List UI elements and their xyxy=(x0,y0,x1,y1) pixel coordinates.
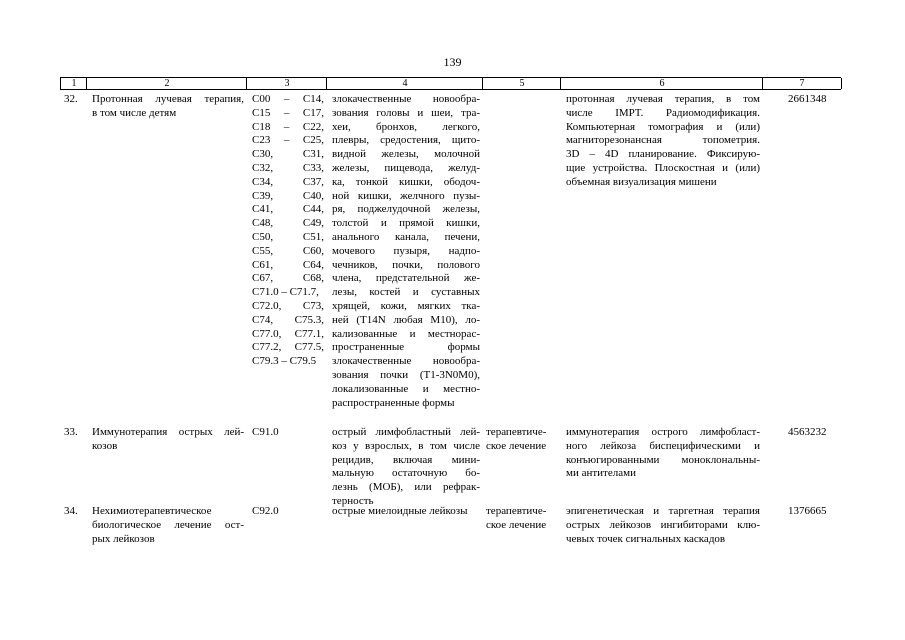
icd-code-part: C37, xyxy=(302,175,324,188)
treatment-method xyxy=(566,505,760,546)
financial-norm: 4563232 xyxy=(788,426,827,438)
financial-norm: 2661348 xyxy=(788,93,827,105)
icd-code-part: C77.0, xyxy=(252,327,282,340)
row-number: 34. xyxy=(64,505,78,517)
icd-code-line xyxy=(252,300,324,314)
cell-line: терапевтиче- xyxy=(486,426,547,438)
icd-code-part: C30, xyxy=(252,148,274,161)
icd-codes xyxy=(252,505,324,519)
cell-line: распространенные формы xyxy=(332,396,455,409)
cell-line: магниторезонансная топометрия. xyxy=(566,134,760,147)
icd-code-part: – xyxy=(283,120,290,133)
treatment-method xyxy=(566,93,760,190)
icd-code-part: C64, xyxy=(302,258,324,271)
cell-line: кализованные и местнорас- xyxy=(332,327,480,340)
care-type-name xyxy=(92,505,244,546)
cell-line: острых лейкозов ингибиторами клю- xyxy=(566,518,760,531)
cell-line: лезы, костей и суставных xyxy=(332,286,480,299)
cell-line: лезнь (МОБ), или рефрак- xyxy=(332,481,480,494)
cell-line: мальную остаточную бо- xyxy=(332,467,480,480)
cell-line: рецидив, включая мини- xyxy=(332,453,480,466)
cell-line: щие устройства. Плоскостная и (или) xyxy=(566,161,760,174)
icd-code-part: C51, xyxy=(302,230,324,243)
cell-line: члена, предстательной же- xyxy=(332,272,480,285)
cell-line: иммунотерапия острого лимфобласт- xyxy=(566,426,760,438)
icd-code-line xyxy=(252,286,324,300)
cell-line: анального канала, печени, xyxy=(332,230,480,243)
cell-line: ка, тонкой кишки, ободоч- xyxy=(332,175,480,188)
icd-code-part: C50, xyxy=(252,230,274,243)
cell-line: толстой и прямой кишки, xyxy=(332,217,480,230)
care-type-name xyxy=(92,426,244,454)
icd-code-line xyxy=(252,148,324,162)
icd-code-part: C68, xyxy=(302,272,324,285)
icd-code-part: C00 xyxy=(252,93,271,105)
icd-code-line xyxy=(252,93,324,107)
cell-line: рых лейкозов xyxy=(92,532,155,545)
icd-code-part: – xyxy=(283,134,290,147)
cell-line: хрящей, кожи, мягких тка- xyxy=(332,299,480,312)
treatment-kind xyxy=(486,505,556,533)
icd-code-part: – xyxy=(283,106,290,119)
icd-code-part: C31, xyxy=(302,148,324,161)
icd-code-part: C32, xyxy=(252,161,274,174)
cell-line: мочевого пузыря, надпо- xyxy=(332,244,480,257)
icd-code-part: C40, xyxy=(302,189,324,202)
icd-code-part: C67, xyxy=(252,272,274,285)
cell-line: терность xyxy=(332,494,374,507)
column-header-6: 6 xyxy=(560,78,763,89)
icd-code-part: C75.3, xyxy=(294,313,324,326)
cell-line: чечников, почки, полового xyxy=(332,258,480,271)
cell-line: хеи, бронхов, легкого, xyxy=(332,120,480,133)
icd-code-part: C77.2, xyxy=(252,341,282,354)
column-header-2: 2 xyxy=(86,78,247,89)
cell-line: плевры, средостения, щито- xyxy=(332,134,480,147)
patient-model xyxy=(332,505,480,519)
icd-code-part: C15 xyxy=(252,106,271,119)
treatment-method xyxy=(566,426,760,481)
cell-line: терапевтиче- xyxy=(486,505,547,517)
icd-code-part: C23 xyxy=(252,134,271,147)
icd-code-line xyxy=(252,176,324,190)
table-header-row xyxy=(60,77,841,90)
column-header-5: 5 xyxy=(482,78,561,89)
icd-code-line xyxy=(252,355,324,369)
icd-code-line xyxy=(252,341,324,355)
cell-line: Иммунотерапия острых лей- xyxy=(92,426,244,438)
cell-line: видной железы, молочной xyxy=(332,148,480,161)
icd-code-part: C77.1, xyxy=(294,327,324,340)
row-number: 32. xyxy=(64,93,78,105)
icd-code-part: C60, xyxy=(302,244,324,257)
cell-line: объемная визуализация мишени xyxy=(566,175,717,188)
icd-code-part: C17, xyxy=(302,106,324,119)
cell-line: протонная лучевая терапия, в том xyxy=(566,93,760,105)
icd-code-part: C49, xyxy=(302,217,324,230)
column-header-3: 3 xyxy=(246,78,327,89)
icd-code-line xyxy=(252,231,324,245)
icd-code-part: C41, xyxy=(252,203,274,216)
cell-line: ного лейкоза биспецифическими и xyxy=(566,439,760,452)
icd-code-part: C44, xyxy=(302,203,324,216)
cell-line: числе IMPT. Радиомодификация. xyxy=(566,106,760,119)
cell-line: злокачественные новообра- xyxy=(332,93,480,105)
icd-codes xyxy=(252,93,324,369)
icd-code-line xyxy=(252,314,324,328)
icd-code-line xyxy=(252,505,324,519)
icd-code-line xyxy=(252,426,324,440)
page-number: 139 xyxy=(443,55,462,69)
cell-line: эпигенетическая и таргетная терапия xyxy=(566,505,760,517)
cell-line: в том числе детям xyxy=(92,106,177,119)
icd-code-part: C33, xyxy=(302,161,324,174)
icd-code-line xyxy=(252,328,324,342)
column-header-4: 4 xyxy=(326,78,483,89)
icd-code-part: C61, xyxy=(252,258,274,271)
patient-model xyxy=(332,426,480,509)
cell-line: острый лимфобластный лей- xyxy=(332,426,480,438)
icd-code-part: C71.0 – C71.7, xyxy=(252,286,319,299)
cell-line: Нехимиотерапевтическое xyxy=(92,505,212,517)
cell-line: зования головы и шеи, тра- xyxy=(332,106,480,119)
icd-code-part: C79.3 – C79.5 xyxy=(252,355,317,368)
icd-code-part: C25, xyxy=(302,134,324,147)
cell-line: острые миелоидные лейкозы xyxy=(332,505,468,517)
cell-line: пространенные формы xyxy=(332,341,480,354)
cell-line: ной кишки, желчного пузы- xyxy=(332,189,480,202)
icd-code-part: C34, xyxy=(252,175,274,188)
icd-code-part: C55, xyxy=(252,244,274,257)
icd-code-line xyxy=(252,162,324,176)
icd-code-line xyxy=(252,190,324,204)
icd-code-part: – xyxy=(283,93,290,105)
icd-code-part: C74, xyxy=(252,313,274,326)
icd-code-part: C22, xyxy=(302,120,324,133)
icd-code-part: C18 xyxy=(252,120,271,133)
cell-line: козов xyxy=(92,439,118,452)
icd-code-line xyxy=(252,121,324,135)
cell-line: локализованные и местно- xyxy=(332,382,480,395)
icd-code-part: C72.0, xyxy=(252,299,282,312)
icd-code-part: C77.5, xyxy=(294,341,324,354)
patient-model xyxy=(332,93,480,410)
icd-code-part: C14, xyxy=(302,93,324,105)
cell-line: чевых точек сигнальных каскадов xyxy=(566,532,726,545)
care-type-name xyxy=(92,93,244,121)
cell-line: ское лечение xyxy=(486,439,547,452)
cell-line: 3D – 4D планирование. Фиксирую- xyxy=(566,148,760,161)
cell-line: ми антителами xyxy=(566,467,636,480)
icd-code-part: C39, xyxy=(252,189,274,202)
row-number: 33. xyxy=(64,426,78,438)
icd-code-line xyxy=(252,245,324,259)
cell-line: железы, пищевода, желуд- xyxy=(332,161,480,174)
icd-code-part: C48, xyxy=(252,217,274,230)
cell-line: злокачественные новообра- xyxy=(332,355,480,368)
cell-line: ское лечение xyxy=(486,518,547,531)
icd-code-part: C91.0 xyxy=(252,426,279,438)
icd-code-line xyxy=(252,203,324,217)
cell-line: биологическое лечение ост- xyxy=(92,518,244,531)
column-header-1: 1 xyxy=(60,78,87,89)
icd-code-part: C92.0 xyxy=(252,505,279,517)
icd-code-line xyxy=(252,217,324,231)
cell-line: конъюгированными моноклональны- xyxy=(566,453,760,466)
icd-code-line xyxy=(252,134,324,148)
icd-code-line xyxy=(252,107,324,121)
cell-line: Протонная лучевая терапия, xyxy=(92,93,244,105)
icd-code-part: C73, xyxy=(302,299,324,312)
financial-norm: 1376665 xyxy=(788,505,827,517)
cell-line: Компьютерная томография и (или) xyxy=(566,120,760,133)
cell-line: зования почки (T1-3N0M0), xyxy=(332,368,480,381)
icd-codes xyxy=(252,426,324,440)
icd-code-line xyxy=(252,259,324,273)
treatment-kind xyxy=(486,426,556,454)
icd-code-line xyxy=(252,272,324,286)
cell-line: ней (T14N любая M10), ло- xyxy=(332,313,480,326)
cell-line: коз у взрослых, в том числе xyxy=(332,439,480,452)
cell-line: ря, поджелудочной железы, xyxy=(332,203,480,216)
column-header-7: 7 xyxy=(762,78,842,89)
